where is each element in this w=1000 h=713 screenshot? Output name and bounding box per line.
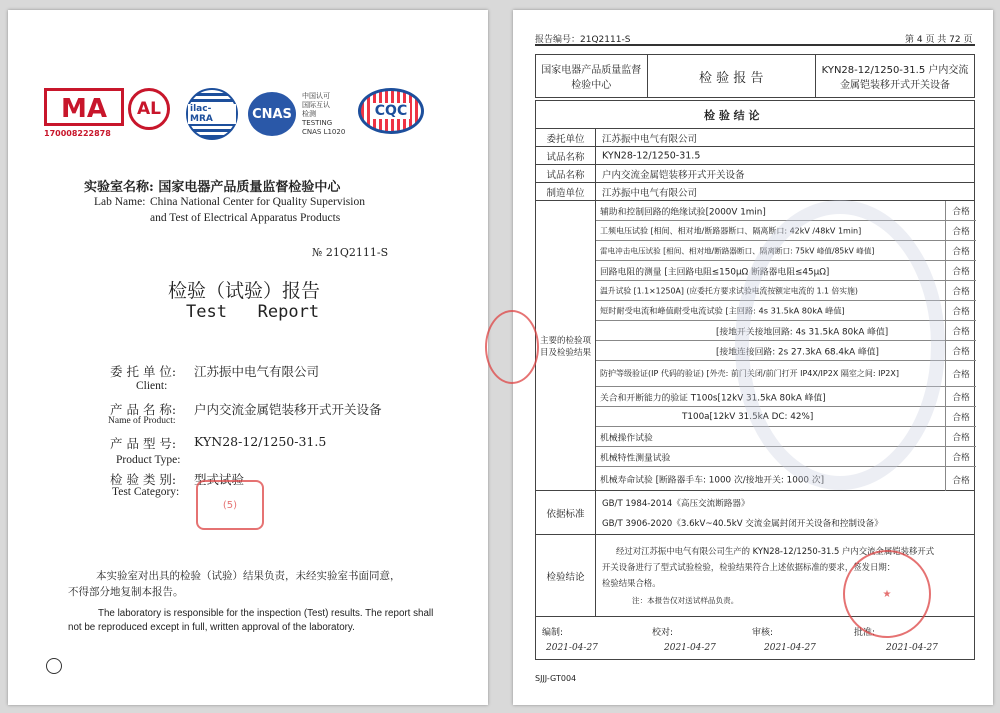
form-code: SJJJ-GT004 [535, 674, 577, 683]
cal-logo [128, 88, 172, 140]
test-item: 机械操作试验 合格 [596, 427, 976, 447]
test-item: 工频电压试验 [相间、相对地/断路器断口、隔离断口: 42kV /48kV 1min] 合格 [596, 221, 976, 241]
standard-item: GB/T 3906-2020《3.6kV~40.5kV 交流金属封闭开关设备和控制设备》 [602, 519, 883, 529]
cma-mark: MA [44, 88, 124, 126]
header-product: KYN28-12/1250-31.5 户内交流金属铠装移开式开关设备 [821, 65, 969, 91]
ilac-mra-logo [186, 88, 242, 140]
test-items-label: 主要的检验项目及检验结果 [536, 201, 596, 490]
standard-item: GB/T 1984-2014《高压交流断路器》 [602, 499, 750, 509]
header-title: 检 验 报 告 [648, 55, 817, 97]
standards-label: 依据标准 [536, 491, 596, 534]
test-item: 防护等级验证(IP 代码的验证) [外壳: 前门关闭/前门打开 IP4X/IP2X 隔室之间: IP2X] 合格 [596, 361, 976, 387]
table-row: 制造单位 江苏振中电气有限公司 [536, 183, 974, 201]
test-item: 温升试验 [1.1×1250A] (应委托方要求试验电流按额定电流的 1.1 倍实施) 合格 [596, 281, 976, 301]
cnas-caption: 中国认可 国际互认 检测 TESTING CNAS L1020 [302, 92, 346, 136]
sign-date: 2021-04-27 [546, 643, 598, 653]
cma-number: 170008222878 [44, 129, 111, 138]
disclaimer-cn-1: 本实验室对出具的检验（试验）结果负责，未经实验室书面同意， [96, 570, 401, 582]
signer-reviewed: 审核: [752, 628, 774, 638]
report-cover-page: MA 170008222878 AL ilac-MRA CNAS 中国认可 国际互认 检测 TESTING CNAS L1020 CQC 实验室名称: 国家电器产品质量监督检验中心 Lab Name: China National Center for Quality Supervision and Test of Electrical Apparatus Products № 21Q2111-S 检验（试验）报告 Test Report 委 托 单 位: 江苏振中电气有限公司 Client: 产 品 名 称: 户内交流金属铠装移开式开关设备 Name of Product: 产 品 型 号: KYN28-12/1250-31.5 Product Type: 检 验 类 别: 型式试验 Test Category: (5) 本实验室对出具的检验（试验）结果负责，未经实验室书面同意， 不得部分地复制本报告。 The laboratory is responsible for the inspection (Test) results. The report shall not be reproduced except in full, written approval of the laboratory. [8, 10, 488, 705]
test-item: 短时耐受电流和峰值耐受电流试验 [主回路: 4s 31.5kA 80kA 峰值] 合格 [596, 301, 976, 321]
conclusion-line-3: 检验结果合格。 [602, 578, 661, 588]
test-item: 机械寿命试验 [断路器手车: 1000 次/接地开关: 1000 次] 合格 [596, 467, 976, 491]
test-item: T100a[12kV 31.5kA DC: 42%] 合格 [596, 407, 976, 427]
center-seal-icon [46, 658, 62, 674]
signer-proofread: 校对: [652, 628, 674, 638]
official-seal-icon: ★ [843, 550, 931, 638]
report-title-cn: 检验（试验）报告 [168, 280, 321, 302]
report-header-table [535, 54, 975, 98]
section-title-row [536, 101, 974, 129]
lab-label-cn: 实验室名称: [84, 180, 154, 195]
disclaimer-en-1: The laboratory is responsible for the inspection (Test) results. The report shall [98, 608, 434, 619]
conclusion-label: 检验结论 [536, 535, 596, 616]
test-category-stamp: (5) [196, 480, 264, 530]
lab-name-line [84, 176, 340, 195]
cqc-logo [358, 88, 428, 140]
test-item: [接地开关接地回路: 4s 31.5kA 80kA 峰值] 合格 [596, 321, 976, 341]
signer-approved: 批准: [854, 628, 876, 638]
test-item: 回路电阻的测量 [主回路电阻≤150μΩ 断路器电阻≤45μΩ] 合格 [596, 261, 976, 281]
report-number: № 21Q2111-S [312, 246, 389, 259]
conclusion-note: 注：本报告仅对送试样品负责。 [632, 596, 739, 605]
lab-name-cn: 国家电器产品质量监督检验中心 [158, 180, 341, 195]
table-row: 委托单位 江苏振中电气有限公司 [536, 129, 974, 147]
header-rule [535, 44, 975, 46]
cal-mark: AL [128, 88, 170, 130]
signer-prepared: 编制: [542, 628, 564, 638]
test-item: 机械特性测量试验 合格 [596, 447, 976, 467]
cma-logo [44, 88, 124, 140]
page-info: 第 4 页 共 72 页 [905, 35, 973, 45]
report-title-en: Test Report [186, 302, 320, 322]
lab-label-en: Lab Name: [94, 196, 146, 208]
sign-date: 2021-04-27 [886, 643, 938, 653]
conclusion-line-1: 经过对江苏振中电气有限公司生产的 KYN28-12/1250-31.5 户内交流金属铠装移开式 [616, 546, 935, 556]
conclusion-line-2: 开关设备进行了型式试验检验，检验结果符合上述依据标准的要求，签发日期： [602, 562, 896, 572]
lab-name-en-2: and Test of Electrical Apparatus Products [150, 212, 341, 224]
header-org: 国家电器产品质量监督检验中心 [536, 55, 648, 97]
seam-seal-icon [485, 310, 539, 384]
ilac-mark: ilac-MRA [188, 104, 236, 124]
sign-date: 2021-04-27 [664, 643, 716, 653]
section-title: 检 验 结 论 [704, 108, 760, 122]
lab-name-en-1: China National Center for Quality Supervision [150, 196, 365, 208]
report-conclusion-page [513, 10, 993, 705]
cnas-mark: CNAS [248, 92, 296, 136]
test-item: 辅助和控制回路的绝缘试验[2000V 1min] 合格 [596, 201, 976, 221]
watermark-emblem [735, 200, 945, 490]
table-row: 试品名称 户内交流金属铠装移开式开关设备 [536, 165, 974, 183]
disclaimer-cn-2: 不得部分地复制本报告。 [68, 586, 184, 598]
cqc-mark: CQC [372, 103, 410, 119]
sign-date: 2021-04-27 [764, 643, 816, 653]
test-item: [接地连接回路: 2s 27.3kA 68.4kA 峰值] 合格 [596, 341, 976, 361]
right-report-number: 报告编号：21Q2111-S [535, 35, 631, 45]
standards-row [536, 491, 974, 535]
test-item: 雷电冲击电压试验 [相间、相对地/断路器断口、隔离断口: 75kV 峰值/85kV 峰值] 合格 [596, 241, 976, 261]
test-item: 关合和开断能力的验证 T100s[12kV 31.5kA 80kA 峰值] 合格 [596, 387, 976, 407]
disclaimer-en-2: not be reproduced except in full, written approval of the laboratory. [68, 622, 355, 633]
table-row: 试品名称 KYN28-12/1250-31.5 [536, 147, 974, 165]
